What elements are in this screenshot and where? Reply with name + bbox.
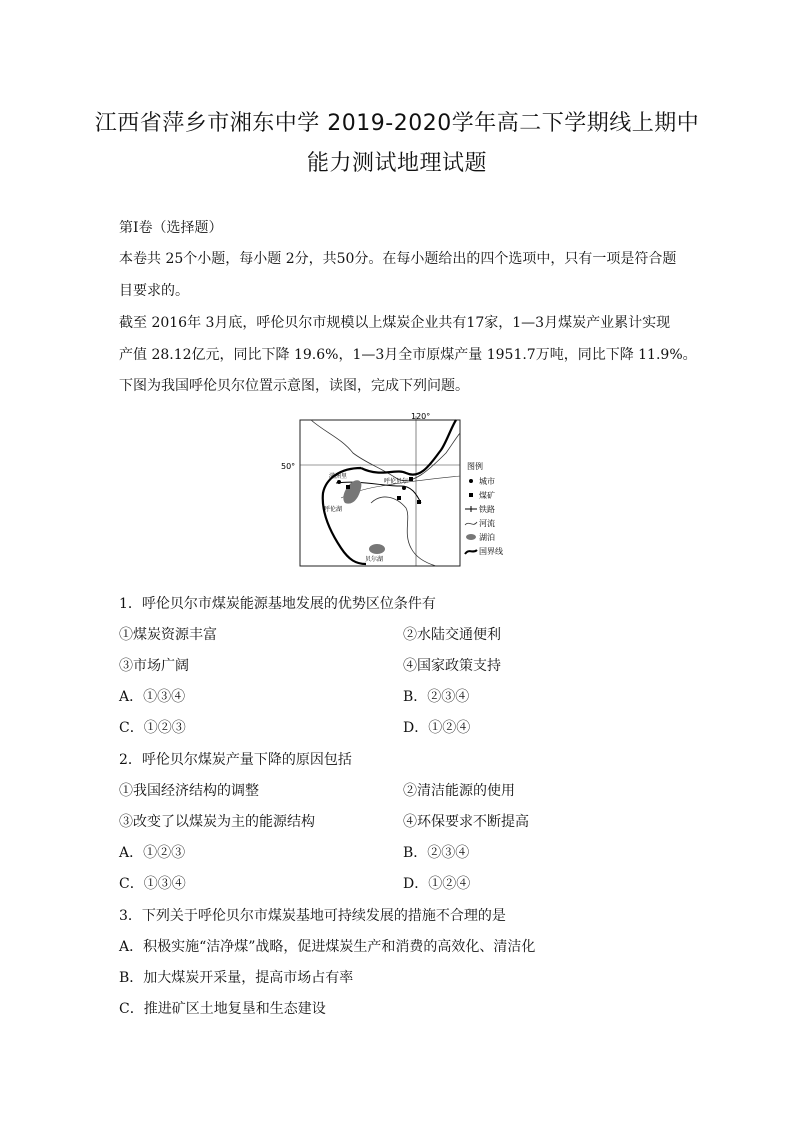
material-line-2: 产值 28.12亿元，同比下降 19.6%，1—3月全市原煤产量 1951.7万吨，同比下降 11.9%。	[119, 347, 697, 363]
hulun-lake	[343, 480, 361, 503]
q2-option-a[interactable]: A．①②③	[119, 845, 186, 861]
q1-statement-2: ②水陆交通便利	[403, 627, 501, 643]
q2-statement-3: ③改变了以煤炭为主的能源结构	[119, 814, 315, 830]
q1-option-d[interactable]: D．①②④	[403, 720, 471, 736]
q1-statement-1: ①煤炭资源丰富	[119, 627, 217, 643]
q1-option-c[interactable]: C．①②③	[119, 720, 186, 736]
q1-option-a[interactable]: A．①③④	[119, 689, 186, 705]
exam-title-line1: 江西省萍乡市湘东中学 2019-2020学年高二下学期线上期中	[94, 111, 700, 136]
place-buir-lake: 贝尔湖	[365, 556, 384, 563]
legend-title: 图例	[467, 462, 483, 471]
exam-title-line2: 能力测试地理试题	[306, 151, 487, 176]
legend-item-border: 国界线	[479, 547, 503, 556]
national-border	[323, 420, 456, 564]
legend-border-symbol	[465, 550, 477, 554]
material-line-1: 截至 2016年 3月底，呼伦贝尔市规模以上煤炭企业共有17家，1—3月煤炭产业累计实现	[119, 315, 671, 331]
city-manzhouli-marker	[337, 480, 341, 484]
city-hulunbeier-marker	[402, 486, 406, 490]
legend-item-coal: 煤矿	[479, 491, 495, 500]
hulunbeier-location-map	[281, 408, 521, 583]
q3-option-b[interactable]: B．加大煤炭开采量，提高市场占有率	[119, 970, 354, 986]
q2-statement-4: ④环保要求不断提高	[403, 814, 529, 830]
legend-item-railway: 铁路	[479, 505, 495, 514]
instructions-line-1: 本卷共 25个小题，每小题 2分，共50分。在每小题给出的四个选项中，只有一项是符合题	[119, 251, 677, 267]
q1-statement-3: ③市场广阔	[119, 658, 189, 674]
legend-lake-symbol	[466, 534, 476, 540]
question-3-stem: 3．下列关于呼伦贝尔市煤炭基地可持续发展的措施不合理的是	[119, 908, 506, 924]
question-1-stem: 1．呼伦贝尔市煤炭能源基地发展的优势区位条件有	[119, 596, 436, 612]
coal-mine-marker-1	[346, 485, 350, 489]
question-2-stem: 2．呼伦贝尔煤炭产量下降的原因包括	[119, 752, 352, 768]
legend-river-symbol	[465, 522, 477, 525]
legend-city-symbol	[469, 479, 473, 483]
legend-coal-symbol	[469, 493, 473, 497]
q1-option-b[interactable]: B．②③④	[403, 689, 470, 705]
q2-option-d[interactable]: D．①②④	[403, 876, 471, 892]
latitude-label: 50°	[281, 462, 296, 471]
section-heading: 第Ⅰ卷（选择题）	[119, 220, 223, 236]
legend-item-lake: 湖泊	[479, 533, 495, 542]
coal-mine-marker-4	[417, 500, 421, 504]
q2-option-c[interactable]: C．①③④	[119, 876, 186, 892]
longitude-label: 120°	[411, 412, 431, 421]
coal-mine-marker-2	[409, 477, 413, 481]
coal-mine-marker-3	[397, 496, 401, 500]
q2-option-b[interactable]: B．②③④	[403, 845, 470, 861]
q2-statement-2: ②清洁能源的使用	[403, 783, 515, 799]
legend-item-river: 河流	[479, 519, 495, 528]
legend-item-city: 城市	[479, 477, 495, 486]
map-legend	[465, 461, 503, 556]
buir-lake	[369, 544, 385, 554]
material-line-3: 下图为我国呼伦贝尔位置示意图，读图，完成下列问题。	[119, 378, 469, 394]
q1-statement-4: ④国家政策支持	[403, 658, 501, 674]
q2-statement-1: ①我国经济结构的调整	[119, 783, 259, 799]
place-manzhouli: 满洲里	[329, 473, 348, 480]
q3-option-a[interactable]: A．积极实施“洁净煤”战略，促进煤炭生产和消费的高效化、清洁化	[119, 939, 536, 955]
place-hulunbeier: 呼伦贝尔	[384, 478, 409, 485]
q3-option-c[interactable]: C．推进矿区土地复垦和生态建设	[119, 1001, 326, 1017]
place-hulun-lake: 呼伦湖	[324, 506, 343, 513]
instructions-line-2: 目要求的。	[119, 283, 189, 299]
